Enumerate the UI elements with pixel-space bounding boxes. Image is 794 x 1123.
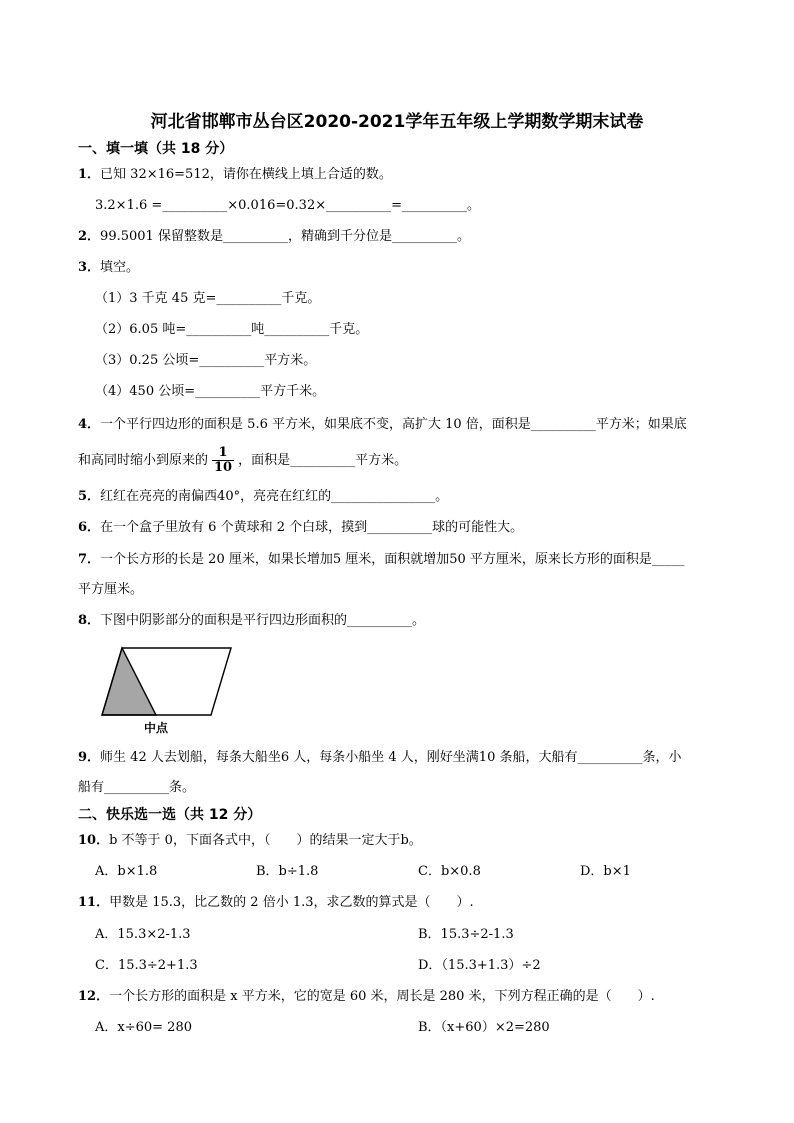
option-a[interactable]: A．b×1.8 (95, 864, 158, 879)
question-2 (78, 228, 470, 246)
question-text: 一个长方形的面积是 x 平方米，它的宽是 60 米，周长是 280 米，下列方程正确的是（ ）. (109, 989, 655, 1004)
question-3 (78, 259, 139, 277)
question-number: 5． (78, 489, 101, 504)
question-text: 红红在亮亮的南偏西40°，亮亮在红红的________________。 (100, 489, 449, 504)
question-3-item: （1）3 千克 45 克=__________千克。 (95, 291, 321, 306)
midpoint-label: 中点 (144, 721, 169, 735)
section-heading-2: 二、快乐选一选（共 12 分） (78, 807, 262, 823)
question-12 (78, 988, 655, 1006)
question-number: 11． (78, 895, 110, 910)
question-text: 师生 42 人去划船，每条大船坐6 人，每条小船坐 4 人，刚好坐满10 条船，大船有__________条，小 (100, 750, 682, 765)
section-heading-1: 一、填一填（共 18 分） (78, 141, 234, 157)
question-number: 2． (78, 229, 101, 244)
question-4-line2 (78, 445, 407, 477)
option-b[interactable]: B．b÷1.8 (256, 864, 319, 879)
page-title: 河北省邯郸市丛台区2020-2021学年五年级上学期数学期末试卷 (150, 112, 644, 132)
fraction (212, 446, 234, 475)
question-text: 99.5001 保留整数是__________，精确到千分位是__________。 (100, 229, 470, 244)
option-d[interactable]: D．b×1 (580, 864, 631, 879)
question-number: 10． (78, 833, 110, 848)
question-number: 3． (78, 260, 101, 275)
option-b[interactable]: B．（x+60）×2=280 (418, 1020, 550, 1035)
question-number: 4． (78, 417, 101, 432)
question-9 (78, 749, 681, 767)
question-text: ，面积是__________平方米。 (238, 453, 408, 468)
question-1 (78, 166, 392, 184)
option-a[interactable]: A．x÷60= 280 (95, 1020, 192, 1035)
question-3-item: （2）6.05 吨=__________吨__________千克。 (95, 322, 369, 337)
question-text: 和高同时缩小到原来的 (78, 453, 209, 468)
parallelogram-figure (98, 644, 238, 736)
question-text: 在一个盒子里放有 6 个黄球和 2 个白球，摸到__________球的可能性大。 (100, 520, 524, 535)
question-1-blanks: 3.2×1.6 =__________×0.016=0.32×__________=__________。 (95, 198, 480, 213)
question-4 (78, 416, 687, 434)
question-3-item: （3）0.25 公顷=__________平方米。 (95, 353, 317, 368)
question-5 (78, 488, 448, 506)
option-c[interactable]: C．15.3÷2+1.3 (95, 958, 198, 973)
question-7 (78, 551, 684, 569)
question-text: 甲数是 15.3，比乙数的 2 倍小 1.3，求乙数的算式是（ ）. (109, 895, 474, 910)
question-text: b 不等于 0，下面各式中，（ ）的结果一定大于b。 (109, 833, 422, 848)
question-8 (78, 612, 425, 630)
question-number: 6． (78, 520, 101, 535)
question-number: 8． (78, 613, 101, 628)
question-3-item: （4）450 公顷=__________平方千米。 (95, 384, 326, 399)
question-number: 1． (78, 167, 101, 182)
question-text: 下图中阴影部分的面积是平行四边形面积的__________。 (100, 613, 426, 628)
question-number: 7． (78, 552, 101, 567)
question-text: 填空。 (100, 260, 140, 275)
question-9-line2: 船有__________条。 (78, 780, 196, 795)
shaded-triangle (102, 648, 156, 715)
question-number: 9． (78, 750, 101, 765)
question-number: 12． (78, 989, 110, 1004)
question-10 (78, 832, 422, 850)
option-c[interactable]: C．b×0.8 (418, 864, 481, 879)
question-text: 一个平行四边形的面积是 5.6 平方米，如果底不变，高扩大 10 倍，面积是__________平方米；如果底 (100, 417, 687, 432)
fraction-numerator: 1 (212, 446, 234, 461)
option-b[interactable]: B．15.3÷2-1.3 (418, 927, 514, 942)
question-7-line2: 平方厘米。 (78, 582, 144, 597)
question-6 (78, 519, 523, 537)
fraction-denominator: 10 (214, 460, 233, 475)
question-text: 一个长方形的长是 20 厘米，如果长增加5 厘米，面积就增加50 平方厘米，原来长方形的面积是_____ (100, 552, 685, 567)
question-11 (78, 894, 474, 912)
option-a[interactable]: A．15.3×2-1.3 (95, 927, 191, 942)
option-d[interactable]: D．（15.3+1.3）÷2 (418, 958, 541, 973)
question-text: 已知 32×16=512，请你在横线上填上合适的数。 (100, 167, 392, 182)
